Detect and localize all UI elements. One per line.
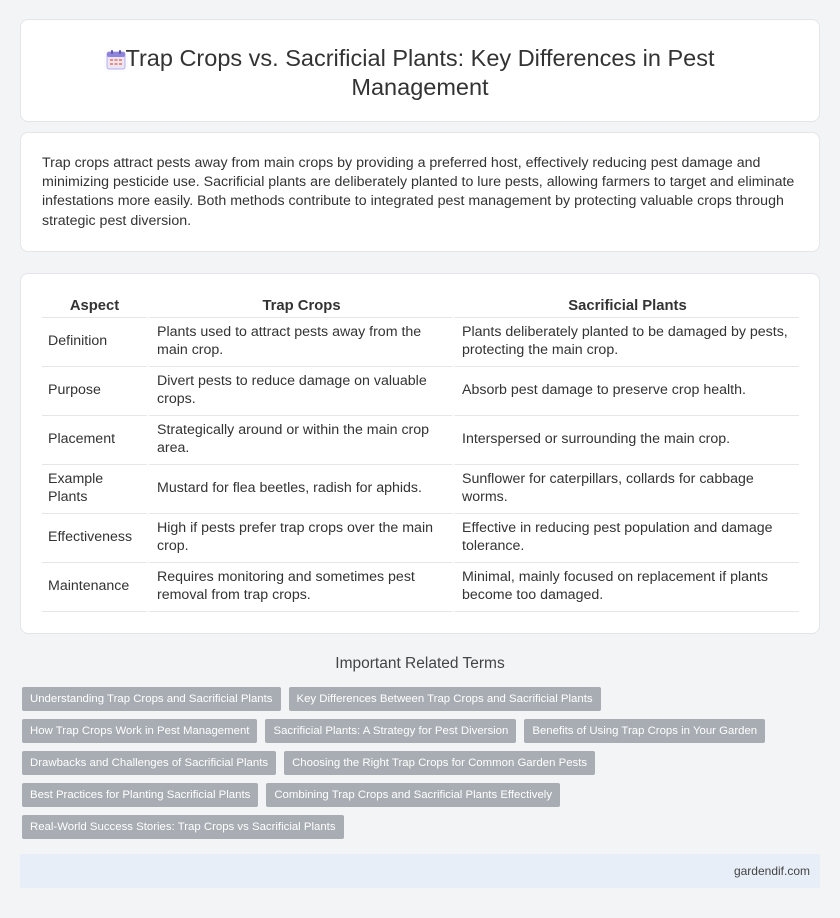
header-card [20,19,820,122]
row-sacrificial-plants: Effective in reducing pest population and damage tolerance. [452,514,799,563]
row-aspect: Example Plants [42,465,147,514]
row-aspect: Definition [42,318,147,367]
table-row [42,563,799,612]
footer [20,854,820,888]
related-terms-title: Important Related Terms [335,655,505,672]
header-aspect: Aspect [42,295,147,318]
row-trap-crops: Requires monitoring and sometimes pest removal from trap crops. [147,563,452,612]
page-title: Trap Crops vs. Sacrificial Plants: Key Differences in Pest Management [125,45,715,100]
row-aspect: Placement [42,416,147,465]
comparison-table [42,295,799,612]
row-trap-crops: High if pests prefer trap crops over the main crop. [147,514,452,563]
tag-row [22,815,802,839]
row-trap-crops: Mustard for flea beetles, radish for aphids. [147,465,452,514]
table-row [42,416,799,465]
related-term-tag[interactable]: Sacrificial Plants: A Strategy for Pest Diversion [265,719,516,743]
row-sacrificial-plants: Plants deliberately planted to be damaged by pests, protecting the main crop. [452,318,799,367]
related-term-tag[interactable]: Best Practices for Planting Sacrificial Plants [22,783,258,807]
tag-row [22,783,802,807]
table-row [42,318,799,367]
related-term-tag[interactable]: Benefits of Using Trap Crops in Your Garden [524,719,765,743]
comparison-table-card [20,273,820,634]
row-sacrificial-plants: Sunflower for caterpillars, collards for cabbage worms. [452,465,799,514]
header-sacrificial-plants: Sacrificial Plants [452,295,799,318]
related-term-tag[interactable]: Key Differences Between Trap Crops and Sacrificial Plants [289,687,601,711]
intro-card [20,132,820,252]
table-row [42,465,799,514]
header-trap-crops: Trap Crops [147,295,452,318]
row-sacrificial-plants: Absorb pest damage to preserve crop health. [452,367,799,416]
row-aspect: Maintenance [42,563,147,612]
table-header-row [42,295,799,318]
footer-site-link[interactable]: gardendif.com [733,864,810,878]
row-aspect: Purpose [42,367,147,416]
related-term-tag[interactable]: Choosing the Right Trap Crops for Common Garden Pests [284,751,595,775]
row-trap-crops: Plants used to attract pests away from the main crop. [147,318,452,367]
related-terms-list [22,687,802,847]
row-sacrificial-plants: Minimal, mainly focused on replacement if plants become too damaged. [452,563,799,612]
tag-row [22,751,802,775]
related-term-tag[interactable]: Real-World Success Stories: Trap Crops vs Sacrificial Plants [22,815,344,839]
row-sacrificial-plants: Interspersed or surrounding the main crop. [452,416,799,465]
related-term-tag[interactable]: Understanding Trap Crops and Sacrificial Plants [22,687,281,711]
row-trap-crops: Divert pests to reduce damage on valuable crops. [147,367,452,416]
table-row [42,514,799,563]
table-row [42,367,799,416]
row-aspect: Effectiveness [42,514,147,563]
tag-row [22,687,802,711]
tag-row [22,719,802,743]
related-term-tag[interactable]: Combining Trap Crops and Sacrificial Plants Effectively [266,783,560,807]
related-term-tag[interactable]: How Trap Crops Work in Pest Management [22,719,257,743]
related-term-tag[interactable]: Drawbacks and Challenges of Sacrificial Plants [22,751,276,775]
row-trap-crops: Strategically around or within the main crop area. [147,416,452,465]
intro-text: Trap crops attract pests away from main crops by providing a preferred host, effectively reducing pest damage and minimizing pesticide use. Sacrificial plants are deliberately planted to lure pests, allowing farmers to target and eliminate infestations more easily. Both methods contribute to integrated pest management by protecting valuable crops through strategic pest diversion. [42,155,795,229]
